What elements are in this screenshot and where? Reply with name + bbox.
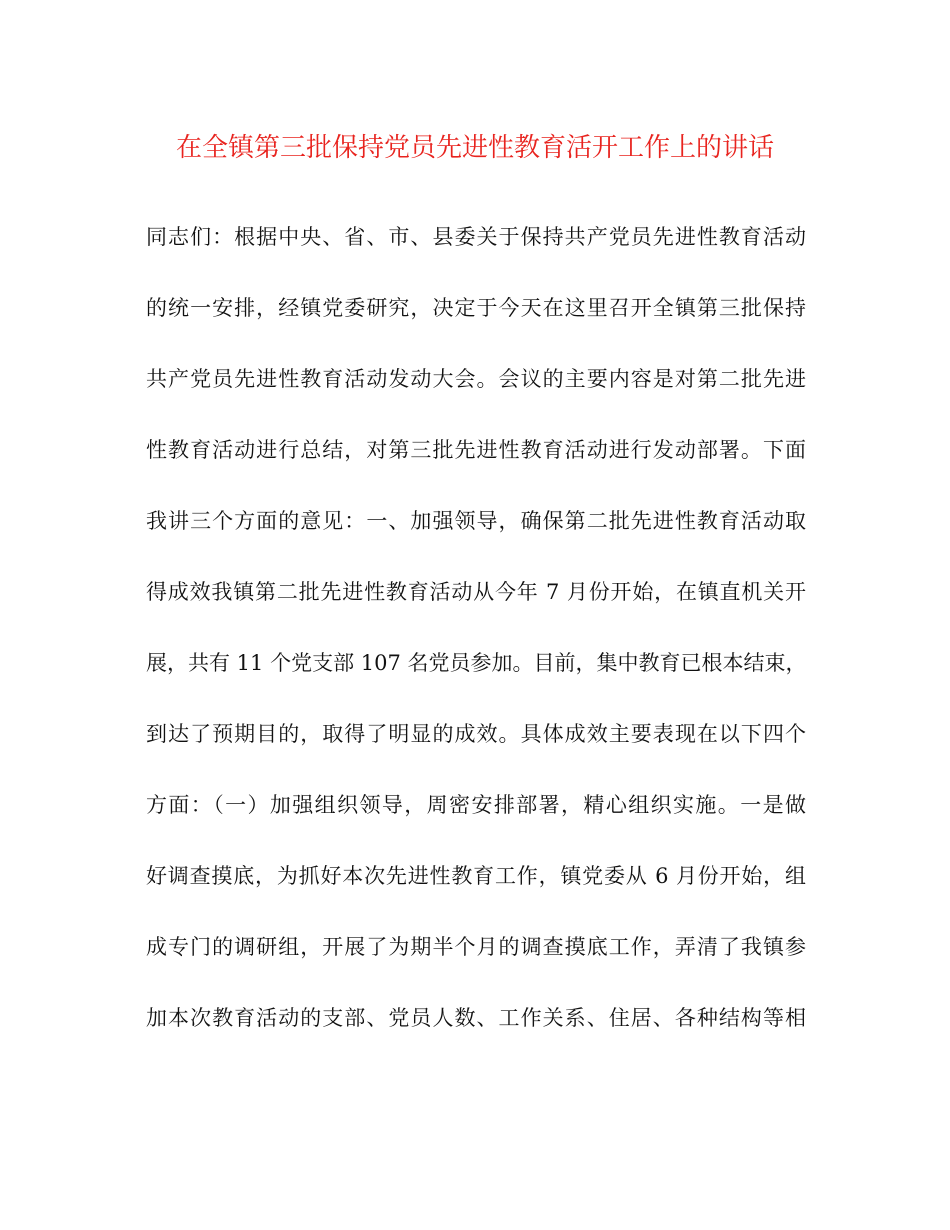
body-line-4: 性教育活动进行总结，对第三批先进性教育活动进行发动部署。下面: [146, 438, 806, 462]
body-line-3: 共产党员先进性教育活动发动大会。会议的主要内容是对第二批先进: [146, 367, 806, 391]
body-line-2: 的统一安排，经镇党委研究，决定于今天在这里召开全镇第三批保持: [146, 296, 806, 320]
body-line-10: 好调查摸底，为抓好本次先进性教育工作，镇党委从 6 月份开始，组: [146, 864, 806, 888]
body-line-8: 到达了预期目的，取得了明显的成效。具体成效主要表现在以下四个: [146, 722, 806, 746]
body-line-12: 加本次教育活动的支部、党员人数、工作关系、住居、各种结构等相: [146, 1006, 806, 1030]
body-line-6: 得成效我镇第二批先进性教育活动从今年 7 月份开始，在镇直机关开: [146, 580, 806, 604]
body-line-9: 方面：（一）加强组织领导，周密安排部署，精心组织实施。一是做: [146, 793, 806, 817]
document-title: 在全镇第三批保持党员先进性教育活开工作上的讲话: [175, 133, 774, 163]
body-line-1: 同志们：根据中央、省、市、县委关于保持共产党员先进性教育活动: [146, 225, 806, 249]
body-line-7: 展，共有 11 个党支部 107 名党员参加。目前，集中教育已根本结束，: [146, 651, 807, 675]
body-line-5: 我讲三个方面的意见：一、加强领导，确保第二批先进性教育活动取: [146, 509, 806, 533]
body-line-11: 成专门的调研组，开展了为期半个月的调查摸底工作，弄清了我镇参: [146, 935, 806, 959]
